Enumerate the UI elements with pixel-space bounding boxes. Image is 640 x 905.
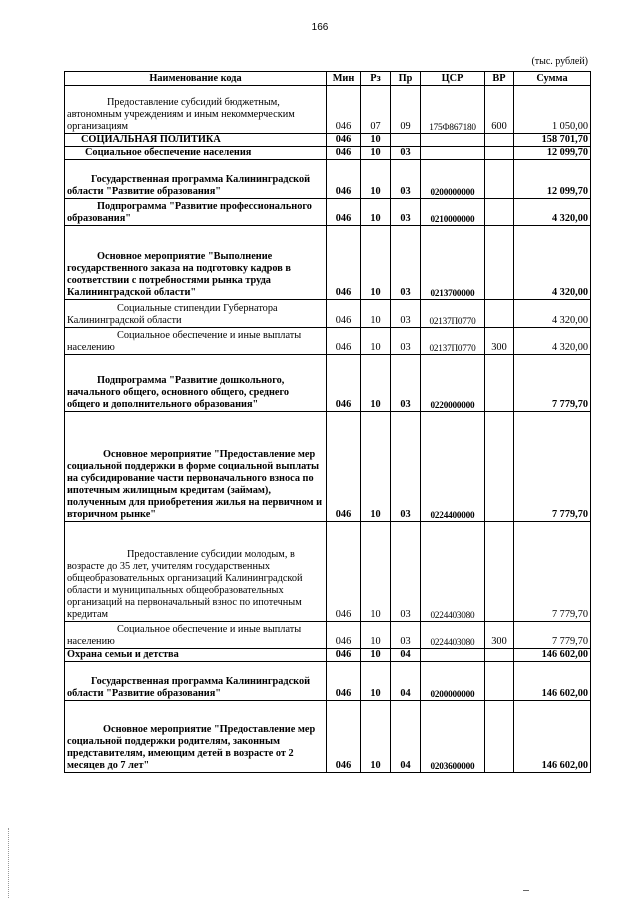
row-name	[65, 622, 327, 649]
row-min: 046	[327, 412, 361, 522]
row-min: 046	[327, 622, 361, 649]
table-row	[65, 355, 591, 412]
row-vr	[485, 355, 514, 412]
row-csr: 0220000000	[421, 355, 485, 412]
row-min: 046	[327, 328, 361, 355]
row-vr	[485, 147, 514, 160]
row-name	[65, 226, 327, 300]
table-row	[65, 300, 591, 328]
header-vr: ВР	[485, 72, 514, 86]
row-vr: 300	[485, 328, 514, 355]
table-row	[65, 147, 591, 160]
table-row	[65, 160, 591, 199]
row-sum: 7 779,70	[514, 355, 591, 412]
row-pr: 03	[391, 522, 421, 622]
row-sum: 4 320,00	[514, 328, 591, 355]
row-name	[65, 300, 327, 328]
row-rz: 10	[361, 160, 391, 199]
row-vr	[485, 522, 514, 622]
row-pr: 04	[391, 701, 421, 773]
row-name-text: Социальное обеспечение и иные выплаты населению	[67, 330, 302, 353]
row-name	[65, 134, 327, 147]
row-rz: 10	[361, 701, 391, 773]
row-name	[65, 522, 327, 622]
row-sum: 1 050,00	[514, 86, 591, 134]
row-name	[65, 328, 327, 355]
row-sum: 4 320,00	[514, 199, 591, 226]
header-pr: Пр	[391, 72, 421, 86]
row-rz: 10	[361, 522, 391, 622]
row-csr: 0224400000	[421, 412, 485, 522]
row-pr: 03	[391, 147, 421, 160]
table-row	[65, 134, 591, 147]
row-csr	[421, 134, 485, 147]
row-pr: 03	[391, 328, 421, 355]
row-rz: 10	[361, 300, 391, 328]
row-pr: 03	[391, 199, 421, 226]
table-row	[65, 86, 591, 134]
header-name: Наименование кода	[65, 72, 327, 86]
row-csr	[421, 147, 485, 160]
row-name-text: Государственная программа Калининградской области "Развитие образования"	[67, 676, 311, 699]
row-sum: 12 099,70	[514, 160, 591, 199]
row-csr: 0224403080	[421, 622, 485, 649]
row-name-text: Подпрограмма "Развитие дошкольного, начального общего, основного общего, среднего общего и дополнительного образования"	[67, 375, 290, 410]
row-name	[65, 662, 327, 701]
row-min: 046	[327, 226, 361, 300]
table-row	[65, 649, 591, 662]
table-row	[65, 622, 591, 649]
row-sum: 4 320,00	[514, 300, 591, 328]
footer-mark	[523, 890, 529, 891]
row-name	[65, 355, 327, 412]
row-name-text: Охрана семьи и детства	[67, 649, 179, 660]
table-row	[65, 522, 591, 622]
row-sum: 4 320,00	[514, 226, 591, 300]
row-min: 046	[327, 147, 361, 160]
row-name	[65, 199, 327, 226]
table-header-row	[65, 72, 591, 86]
row-rz: 10	[361, 226, 391, 300]
row-name-text: Основное мероприятие "Выполнение государственного заказа на подготовку кадров в соответствии с потребностями рынка труда Калининградской области"	[67, 251, 291, 298]
table-row	[65, 412, 591, 522]
row-min: 046	[327, 522, 361, 622]
row-sum: 146 602,00	[514, 662, 591, 701]
row-csr: 175Ф867180	[421, 86, 485, 134]
row-rz: 10	[361, 649, 391, 662]
row-vr: 600	[485, 86, 514, 134]
row-pr: 03	[391, 300, 421, 328]
row-csr: 0203600000	[421, 701, 485, 773]
row-csr	[421, 649, 485, 662]
row-sum: 12 099,70	[514, 147, 591, 160]
row-vr	[485, 226, 514, 300]
row-pr: 04	[391, 649, 421, 662]
row-vr	[485, 134, 514, 147]
row-rz: 10	[361, 355, 391, 412]
margin-mark	[8, 828, 13, 898]
row-vr	[485, 160, 514, 199]
row-vr	[485, 199, 514, 226]
row-name-text: Социальное обеспечение и иные выплаты населению	[67, 624, 302, 647]
row-csr: 0200000000	[421, 160, 485, 199]
row-sum: 7 779,70	[514, 622, 591, 649]
row-name	[65, 412, 327, 522]
row-vr	[485, 412, 514, 522]
row-pr: 09	[391, 86, 421, 134]
row-rz: 10	[361, 199, 391, 226]
row-sum: 7 779,70	[514, 522, 591, 622]
row-pr: 04	[391, 662, 421, 701]
row-name-text: Предоставление субсидии молодым, в возрасте до 35 лет, учителям государственных общеобразовательных организаций Калининградской области и муниципальных общеобразовательных организаций на первоначальный взнос по ипотечным кредитам	[67, 549, 303, 620]
row-pr	[391, 134, 421, 147]
row-rz: 10	[361, 328, 391, 355]
row-csr: 02137П0770	[421, 328, 485, 355]
header-sum: Сумма	[514, 72, 591, 86]
row-name-text: Социальное обеспечение населения	[85, 147, 252, 158]
row-min: 046	[327, 134, 361, 147]
row-min: 046	[327, 300, 361, 328]
row-name-text: Государственная программа Калининградской области "Развитие образования"	[67, 174, 311, 197]
row-vr: 300	[485, 622, 514, 649]
row-csr: 0224403080	[421, 522, 485, 622]
row-rz: 10	[361, 134, 391, 147]
row-rz: 10	[361, 147, 391, 160]
row-csr: 0210000000	[421, 199, 485, 226]
row-pr: 03	[391, 622, 421, 649]
row-rz: 10	[361, 662, 391, 701]
row-name-text: Предоставление субсидий бюджетным, автономным учреждениям и иным некоммерческим организациям	[67, 97, 295, 132]
header-csr: ЦСР	[421, 72, 485, 86]
table-row	[65, 226, 591, 300]
row-vr	[485, 300, 514, 328]
row-sum: 146 602,00	[514, 649, 591, 662]
header-min: Мин	[327, 72, 361, 86]
page-number: 166	[311, 22, 329, 33]
row-name-text: Основное мероприятие "Предоставление мер социальной поддержки родителям, законным представителям, имеющим детей в возрасте от 2 месяцев до 7 лет"	[67, 724, 316, 771]
units-label: (тыс. рублей)	[531, 56, 588, 67]
row-min: 046	[327, 355, 361, 412]
table-row	[65, 701, 591, 773]
row-name	[65, 86, 327, 134]
row-sum: 7 779,70	[514, 412, 591, 522]
row-name	[65, 649, 327, 662]
row-pr: 03	[391, 412, 421, 522]
row-name	[65, 701, 327, 773]
row-rz: 10	[361, 412, 391, 522]
row-name-text: Социальные стипендии Губернатора Калининградской области	[67, 303, 278, 326]
row-min: 046	[327, 86, 361, 134]
row-csr: 02137П0770	[421, 300, 485, 328]
row-name	[65, 160, 327, 199]
row-rz: 07	[361, 86, 391, 134]
row-rz: 10	[361, 622, 391, 649]
row-pr: 03	[391, 226, 421, 300]
header-rz: Рз	[361, 72, 391, 86]
row-vr	[485, 662, 514, 701]
row-min: 046	[327, 662, 361, 701]
row-name-text: Основное мероприятие "Предоставление мер социальной поддержки в форме социальной выплаты на субсидирование части первоначального взноса по ипотечным жилищным кредитам (займам), полученным для приобретения жилья на первичном и вторичном рынке"	[67, 449, 323, 520]
table-row	[65, 328, 591, 355]
row-pr: 03	[391, 355, 421, 412]
row-vr	[485, 701, 514, 773]
row-csr: 0213700000	[421, 226, 485, 300]
row-min: 046	[327, 701, 361, 773]
row-pr: 03	[391, 160, 421, 199]
table-row	[65, 199, 591, 226]
row-min: 046	[327, 649, 361, 662]
row-min: 046	[327, 160, 361, 199]
budget-table	[64, 71, 591, 773]
table-row	[65, 662, 591, 701]
row-name	[65, 147, 327, 160]
row-sum: 146 602,00	[514, 701, 591, 773]
row-name-text: СОЦИАЛЬНАЯ ПОЛИТИКА	[81, 134, 221, 145]
row-csr: 0200000000	[421, 662, 485, 701]
row-sum: 158 701,70	[514, 134, 591, 147]
row-vr	[485, 649, 514, 662]
row-min: 046	[327, 199, 361, 226]
row-name-text: Подпрограмма "Развитие профессионального образования"	[67, 201, 312, 224]
